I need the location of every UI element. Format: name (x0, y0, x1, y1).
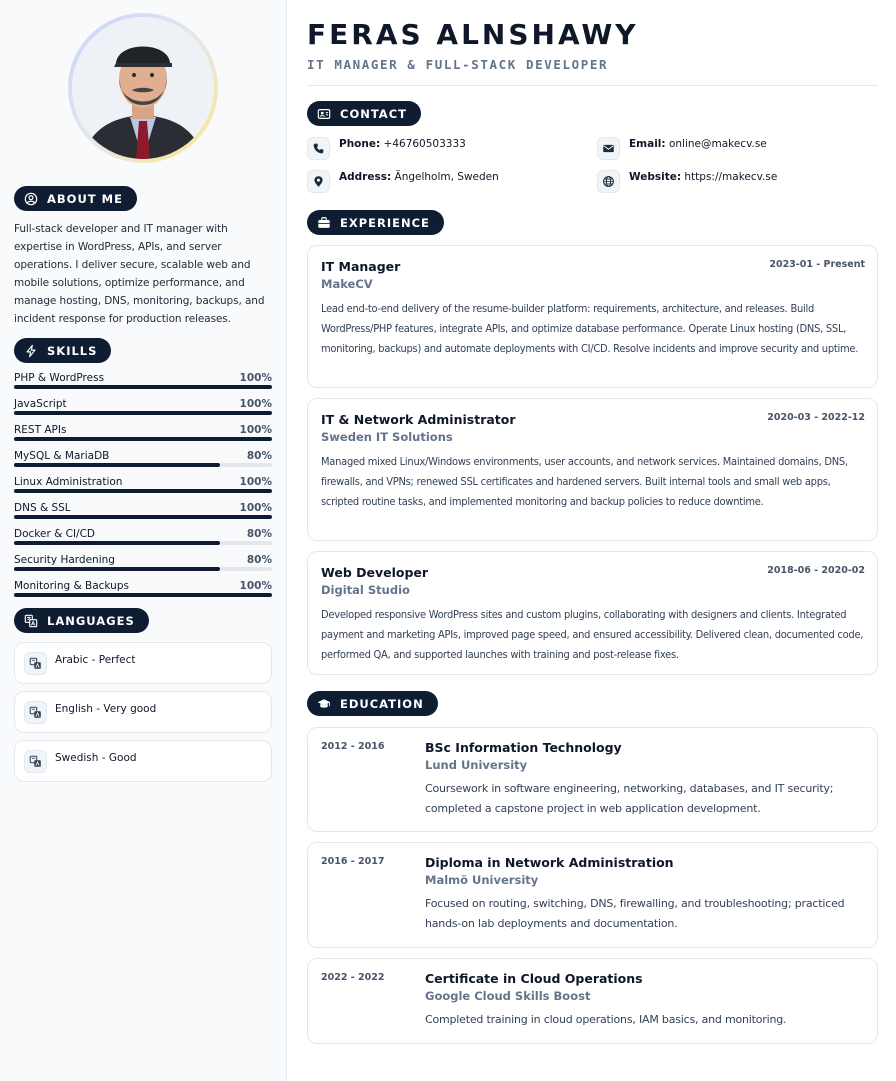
skill-item (14, 372, 272, 398)
user-circle-icon (24, 192, 38, 206)
skill-percent: 100% (239, 372, 272, 384)
contact-heading-text: CONTACT (340, 106, 407, 121)
skill-name: PHP & WordPress (14, 372, 105, 384)
about-text: Full-stack developer and IT manager with expertise in WordPress, APIs, and server operations. I deliver secure, scalable web and mobile solutions, optimize performance, and manage hosting, DNS, monitoring, backups, and incident response for production releases. (14, 223, 265, 325)
skill-bar-track (14, 515, 272, 519)
skill-item (14, 502, 272, 528)
languages-heading (14, 608, 149, 633)
contact-heading (307, 101, 421, 126)
skill-bar-fill (14, 593, 272, 597)
experience-description: Managed mixed Linux/Windows environments, user accounts, and network services. Maintained domains, DNS, firewalls, and VPNs; renewed SSL certificates and hardened servers. Built internal tools and small web apps, scripted routine tasks, and implemented monitoring and backup policies to reduce downtime. (321, 455, 848, 508)
experience-dates: 2023-01 - Present (769, 259, 865, 270)
skills-heading-text: SKILLS (47, 343, 98, 358)
bolt-icon (24, 344, 38, 358)
skill-percent: 100% (239, 580, 272, 592)
education-school: Google Cloud Skills Boost (425, 989, 591, 1003)
education-school: Lund University (425, 758, 528, 772)
translate-icon (24, 701, 47, 724)
skill-bar-fill (14, 385, 272, 389)
about-section (14, 186, 272, 328)
experience-role: Web Developer (321, 565, 429, 580)
contact-heading-wrap (307, 101, 421, 126)
experience-heading-text: EXPERIENCE (340, 215, 430, 230)
translate-icon (24, 652, 47, 675)
language-item (14, 642, 272, 684)
languages-list (14, 642, 272, 782)
experience-dates: 2018-06 - 2020-02 (767, 565, 865, 576)
skill-bar-track (14, 567, 272, 571)
education-item (307, 727, 878, 832)
skill-bar-fill (14, 489, 272, 493)
profile-photo (72, 17, 214, 159)
education-dates: 2016 - 2017 (321, 856, 385, 867)
skill-percent: 100% (239, 502, 272, 514)
skill-percent: 80% (246, 528, 272, 540)
skill-item (14, 554, 272, 580)
language-item (14, 691, 272, 733)
education-heading-text: EDUCATION (340, 696, 424, 711)
experience-heading (307, 210, 444, 235)
experience-description: Developed responsive WordPress sites and custom plugins, collaborating with designers and clients. Integrated payment and marketing APIs, improved page speed, and ensured accessibility. Delivered clean, documented code, performed QA, and supported launches with training and post-release fixes. (321, 608, 864, 661)
language-label: Swedish - Good (55, 752, 137, 764)
contact-address[interactable] (307, 169, 499, 193)
skill-name: DNS & SSL (14, 502, 71, 514)
skill-item (14, 450, 272, 476)
skill-percent: 100% (239, 476, 272, 488)
graduation-cap-icon (317, 697, 331, 711)
skill-item (14, 398, 272, 424)
skill-name: Security Hardening (14, 554, 115, 566)
education-item (307, 842, 878, 948)
translate-icon (24, 614, 38, 628)
skill-bar-track (14, 593, 272, 597)
phone-value: +46760503333 (383, 138, 466, 150)
experience-company: Sweden IT Solutions (321, 430, 453, 444)
experience-item (307, 551, 878, 675)
skill-item (14, 476, 272, 502)
skill-bar-fill (14, 567, 220, 571)
education-degree: Certificate in Cloud Operations (425, 971, 643, 986)
location-pin-icon (307, 170, 330, 193)
skill-name: JavaScript (14, 398, 67, 410)
contact-website[interactable] (597, 169, 777, 193)
sidebar (0, 0, 287, 1081)
education-description: Completed training in cloud operations, IAM basics, and monitoring. (425, 1013, 787, 1026)
skill-bar-fill (14, 463, 220, 467)
education-dates: 2012 - 2016 (321, 741, 385, 752)
experience-role: IT & Network Administrator (321, 412, 516, 427)
website-value: https://makecv.se (684, 171, 778, 183)
phone-icon (307, 137, 330, 160)
experience-role: IT Manager (321, 259, 401, 274)
language-item (14, 740, 272, 782)
experience-item (307, 245, 878, 388)
experience-description: Lead end-to-end delivery of the resume-builder platform: requirements, architecture, and releases. Build WordPress/PHP features, integrate APIs, and optimize database performance. Operate Linux hosting (DNS, SSL, monitoring, backups) and automate deployments with CI/CD. Resolve incidents and improve security and uptime. (321, 302, 859, 355)
skill-percent: 80% (246, 554, 272, 566)
education-school: Malmö University (425, 873, 539, 887)
experience-company: MakeCV (321, 277, 373, 291)
language-label: English - Very good (55, 703, 157, 715)
skill-bar-fill (14, 541, 220, 545)
skill-percent: 100% (239, 424, 272, 436)
skill-percent: 80% (246, 450, 272, 462)
skill-bar-track (14, 489, 272, 493)
skill-name: REST APIs (14, 424, 67, 436)
skill-name: Docker & CI/CD (14, 528, 96, 540)
briefcase-icon (317, 216, 331, 230)
skill-bar-fill (14, 411, 272, 415)
skills-heading (14, 338, 111, 363)
skill-bar-track (14, 385, 272, 389)
contact-phone[interactable] (307, 136, 466, 160)
education-description: Coursework in software engineering, networking, databases, and IT security; completed a capstone project in web application development. (425, 782, 834, 815)
skill-name: Monitoring & Backups (14, 580, 129, 592)
education-heading-wrap (307, 691, 438, 716)
header-divider (307, 85, 878, 86)
skill-bar-fill (14, 515, 272, 519)
globe-icon (597, 170, 620, 193)
about-heading-text: ABOUT ME (47, 191, 123, 206)
skill-bar-track (14, 541, 272, 545)
experience-company: Digital Studio (321, 583, 410, 597)
skill-bar-track (14, 437, 272, 441)
profile-title: IT MANAGER & FULL-STACK DEVELOPER (307, 57, 609, 72)
translate-icon (24, 750, 47, 773)
profile-name: FERAS ALNSHAWY (307, 18, 639, 51)
skill-bar-track (14, 411, 272, 415)
skill-bar-track (14, 463, 272, 467)
experience-heading-wrap (307, 210, 444, 235)
email-value: online@makecv.se (668, 138, 767, 150)
education-degree: Diploma in Network Administration (425, 855, 674, 870)
phone-label: Phone: (339, 138, 381, 150)
education-heading (307, 691, 438, 716)
skill-item (14, 424, 272, 450)
address-label: Address: (339, 171, 392, 183)
skill-item (14, 580, 272, 606)
email-label: Email: (629, 138, 666, 150)
language-label: Arabic - Perfect (55, 654, 136, 666)
skills-section (14, 338, 272, 606)
skill-name: MySQL & MariaDB (14, 450, 110, 462)
skill-name: Linux Administration (14, 476, 123, 488)
contact-card-icon (317, 107, 331, 121)
skill-percent: 100% (239, 398, 272, 410)
education-dates: 2022 - 2022 (321, 972, 385, 983)
languages-section (14, 608, 272, 789)
skill-bar-fill (14, 437, 272, 441)
mail-icon (597, 137, 620, 160)
experience-dates: 2020-03 - 2022-12 (767, 412, 865, 423)
skill-item (14, 528, 272, 554)
address-value: Ängelholm, Sweden (394, 171, 499, 183)
website-label: Website: (629, 171, 682, 183)
experience-item (307, 398, 878, 541)
about-heading (14, 186, 137, 211)
education-degree: BSc Information Technology (425, 740, 622, 755)
contact-email[interactable] (597, 136, 767, 160)
education-item (307, 958, 878, 1044)
profile-photo-frame (68, 13, 218, 163)
skills-list (14, 372, 272, 606)
education-description: Focused on routing, switching, DNS, firewalling, and troubleshooting; practiced hands-on lab deployments and documentation. (425, 897, 845, 930)
languages-heading-text: LANGUAGES (47, 613, 135, 628)
